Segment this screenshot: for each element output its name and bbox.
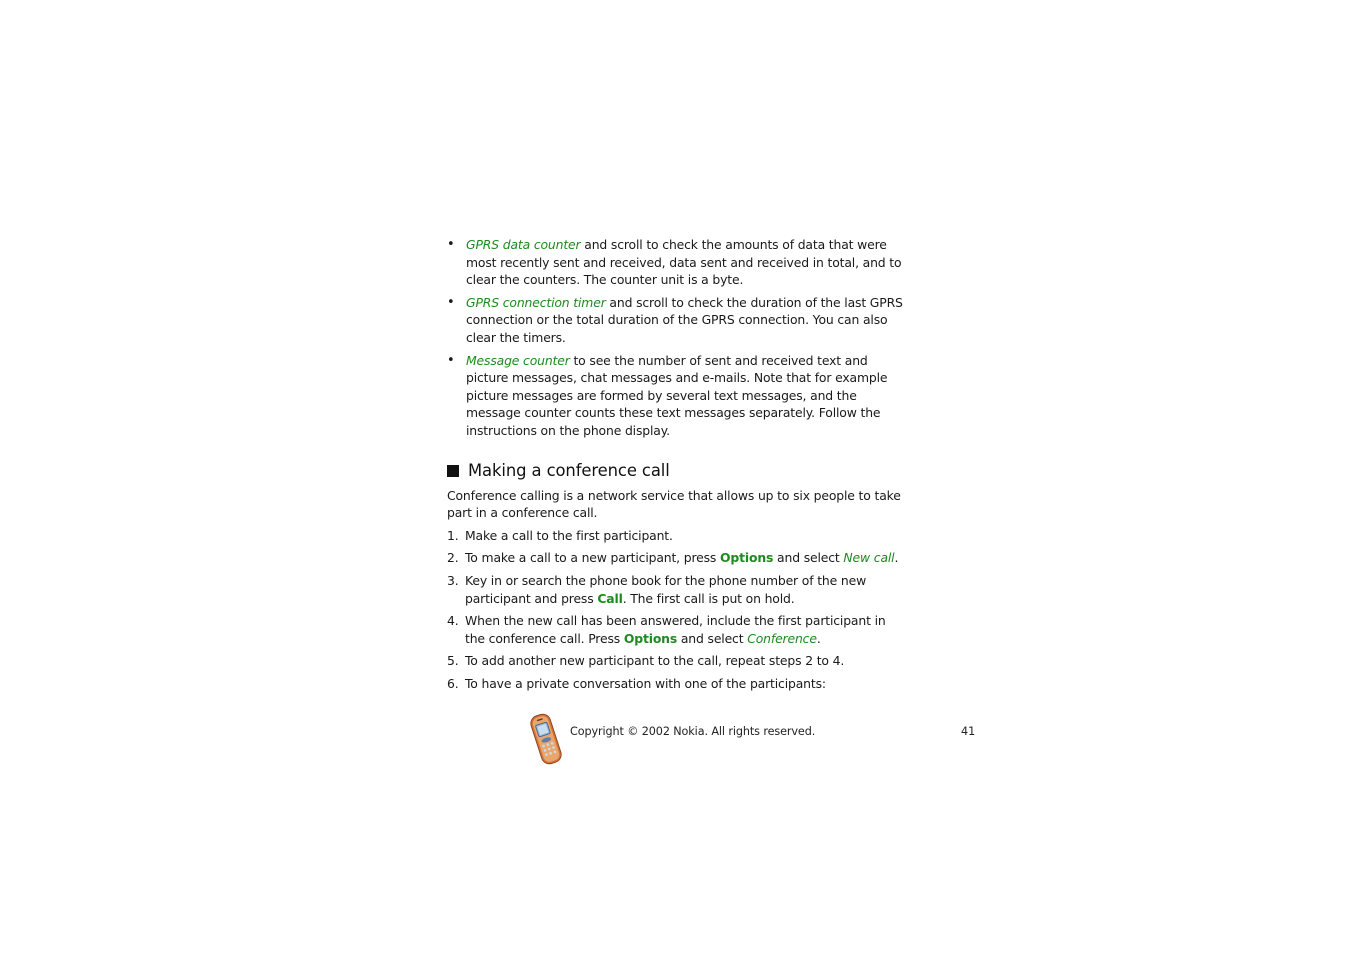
softkey-label: Options <box>623 630 678 646</box>
list-item-text: and scroll to check the duration of the last GPRS connection or the total duration of the GPRS connection. You can also clear the timers. <box>466 294 903 345</box>
counter-bullet-list <box>447 236 907 440</box>
bullet-icon: • <box>447 294 455 310</box>
step-text: . The first call is put on hold. <box>622 590 795 606</box>
softkey-label: Options <box>720 550 774 566</box>
square-bullet-icon <box>447 465 459 477</box>
step-item <box>447 675 907 693</box>
step-number: 4. <box>447 613 459 629</box>
menu-term: GPRS data counter <box>466 237 581 252</box>
menu-term: Message counter <box>466 352 570 368</box>
step-text: When the new call has been answered, include the first participant in the conference call. Press <box>465 613 886 646</box>
step-text: To add another new participant to the call, repeat steps 2 to 4. <box>465 653 845 669</box>
step-number: 6. <box>447 675 459 691</box>
step-item <box>447 652 907 670</box>
softkey-label: Call <box>597 590 623 606</box>
step-item <box>447 549 907 567</box>
step-number: 3. <box>447 572 459 588</box>
nokia-phone-icon <box>527 711 565 767</box>
list-item <box>447 236 907 289</box>
step-number: 1. <box>447 527 459 543</box>
list-item-text: to see the number of sent and received text and picture messages, chat messages and e-mails. Note that for example picture messages are formed by several text messages, and the message counter counts these text messages separately. Follow the instructions on the phone display. <box>466 352 888 438</box>
bullet-icon: • <box>447 352 455 368</box>
bullet-icon: • <box>447 237 455 252</box>
step-text: To make a call to a new participant, press <box>465 550 721 566</box>
step-number: 5. <box>447 653 459 669</box>
step-text: . <box>816 630 821 646</box>
step-item <box>447 527 907 545</box>
copyright-text: Copyright © 2002 Nokia. All rights reserved. <box>570 725 816 738</box>
step-text: and select <box>677 630 748 646</box>
step-text: To have a private conversation with one of the participants: <box>465 675 826 691</box>
steps-list <box>447 527 907 693</box>
menu-term: New call <box>843 550 895 566</box>
step-text: and select <box>773 550 844 566</box>
section-intro: Conference calling is a network service that allows up to six people to take part in a conference call. <box>447 487 901 521</box>
list-item-text: and scroll to check the amounts of data that were most recently sent and received, data sent and received in total, and to clear the counters. The counter unit is a byte. <box>466 237 902 288</box>
step-item <box>447 572 907 607</box>
page-footer <box>527 711 977 767</box>
section-heading <box>447 461 907 481</box>
step-item <box>447 612 907 647</box>
menu-term: Conference <box>747 630 817 646</box>
step-text: Make a call to the first participant. <box>465 527 673 543</box>
step-text: . <box>894 550 899 566</box>
section-title: Making a conference call <box>468 460 670 480</box>
list-item <box>447 294 907 347</box>
list-item <box>447 352 907 440</box>
page-number: 41 <box>961 725 976 738</box>
step-number: 2. <box>447 550 459 566</box>
step-text: Key in or search the phone book for the phone number of the new participant and press <box>465 572 867 606</box>
menu-term: GPRS connection timer <box>466 294 606 310</box>
page-content <box>447 236 907 697</box>
